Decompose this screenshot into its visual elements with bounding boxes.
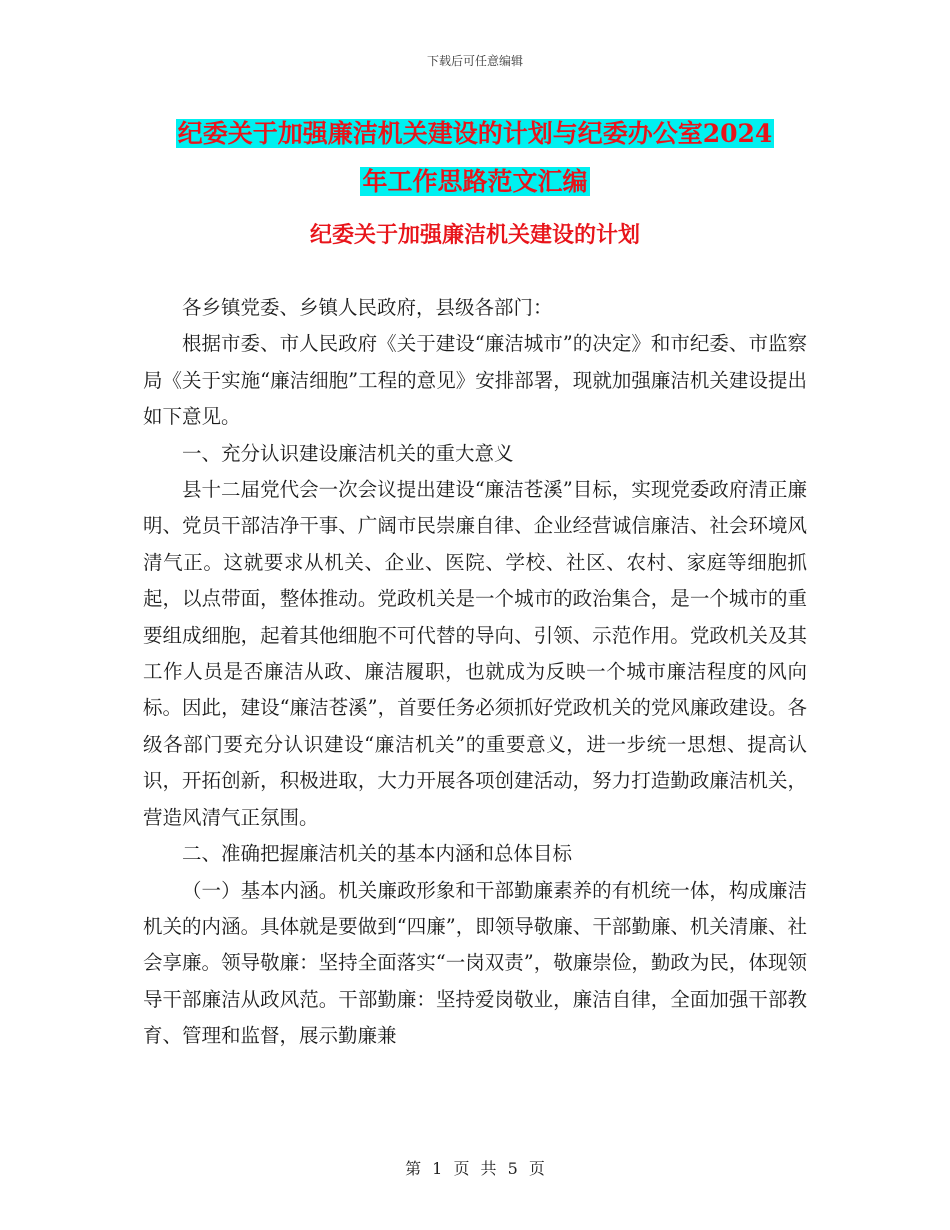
section-title: 纪委关于加强廉洁机关建设的计划 — [309, 222, 640, 248]
document-title — [145, 110, 805, 206]
document-body — [143, 290, 807, 1055]
page-footer: 第 1 页 共 5 页 — [405, 1159, 545, 1178]
paragraph: 各乡镇党委、乡镇人民政府，县级各部门： — [182, 296, 553, 319]
page-header: 下载后可任意编辑 — [426, 54, 523, 68]
paragraph-heading: 一、充分认识建设廉洁机关的重大意义 — [182, 441, 514, 465]
paragraph: （一）基本内涵。机关廉政形象和干部勤廉素养的有机统一体，构成廉洁机关的内涵。具体就是要做到“四廉”，即领导敬廉、干部勤廉、机关清廉、社会享廉。领导敬廉：坚持全面落实“一岗双责”，敬廉崇俭，勤政为民，体现领导干部廉洁从政风范。干部勤廉：坚持爱岗敬业，廉洁自律，全面加强干部教育、管理和监督，展示勤廉兼 — [143, 878, 807, 1048]
document-title-line-1: 纪委关于加强廉洁机关建设的计划与纪委办公室2024 — [177, 119, 773, 148]
paragraph: 县十二届党代会一次会议提出建设“廉洁苍溪”目标，实现党委政府清正廉明、党员干部洁净干事、广阔市民崇廉自律、企业经营诚信廉洁、社会环境风清气正。这就要求从机关、企业、医院、学校、社区、农村、家庭等细胞抓起，以点带面，整体推动。党政机关是一个城市的政治集合，是一个城市的重要组成细胞，起着其他细胞不可代替的导向、引领、示范作用。党政机关及其工作人员是否廉洁从政、廉洁履职，也就成为反映一个城市廉洁程度的风向标。因此，建设“廉洁苍溪”，首要任务必须抓好党政机关的党风廉政建设。各级各部门要充分认识建设“廉洁机关”的重要意义，进一步统一思想、提高认识，开拓创新，积极进取，大力开展各项创建活动，努力打造勤政廉洁机关，营造风清气正氛围。 — [143, 478, 807, 829]
paragraph-heading: 二、准确把握廉洁机关的基本内涵和总体目标 — [182, 842, 573, 866]
paragraph: 根据市委、市人民政府《关于建设“廉洁城市”的决定》和市纪委、市监察局《关于实施“廉洁细胞”工程的意见》安排部署，现就加强廉洁机关建设提出如下意见。 — [143, 332, 807, 429]
document-title-line-2: 年工作思路范文汇编 — [362, 167, 588, 196]
